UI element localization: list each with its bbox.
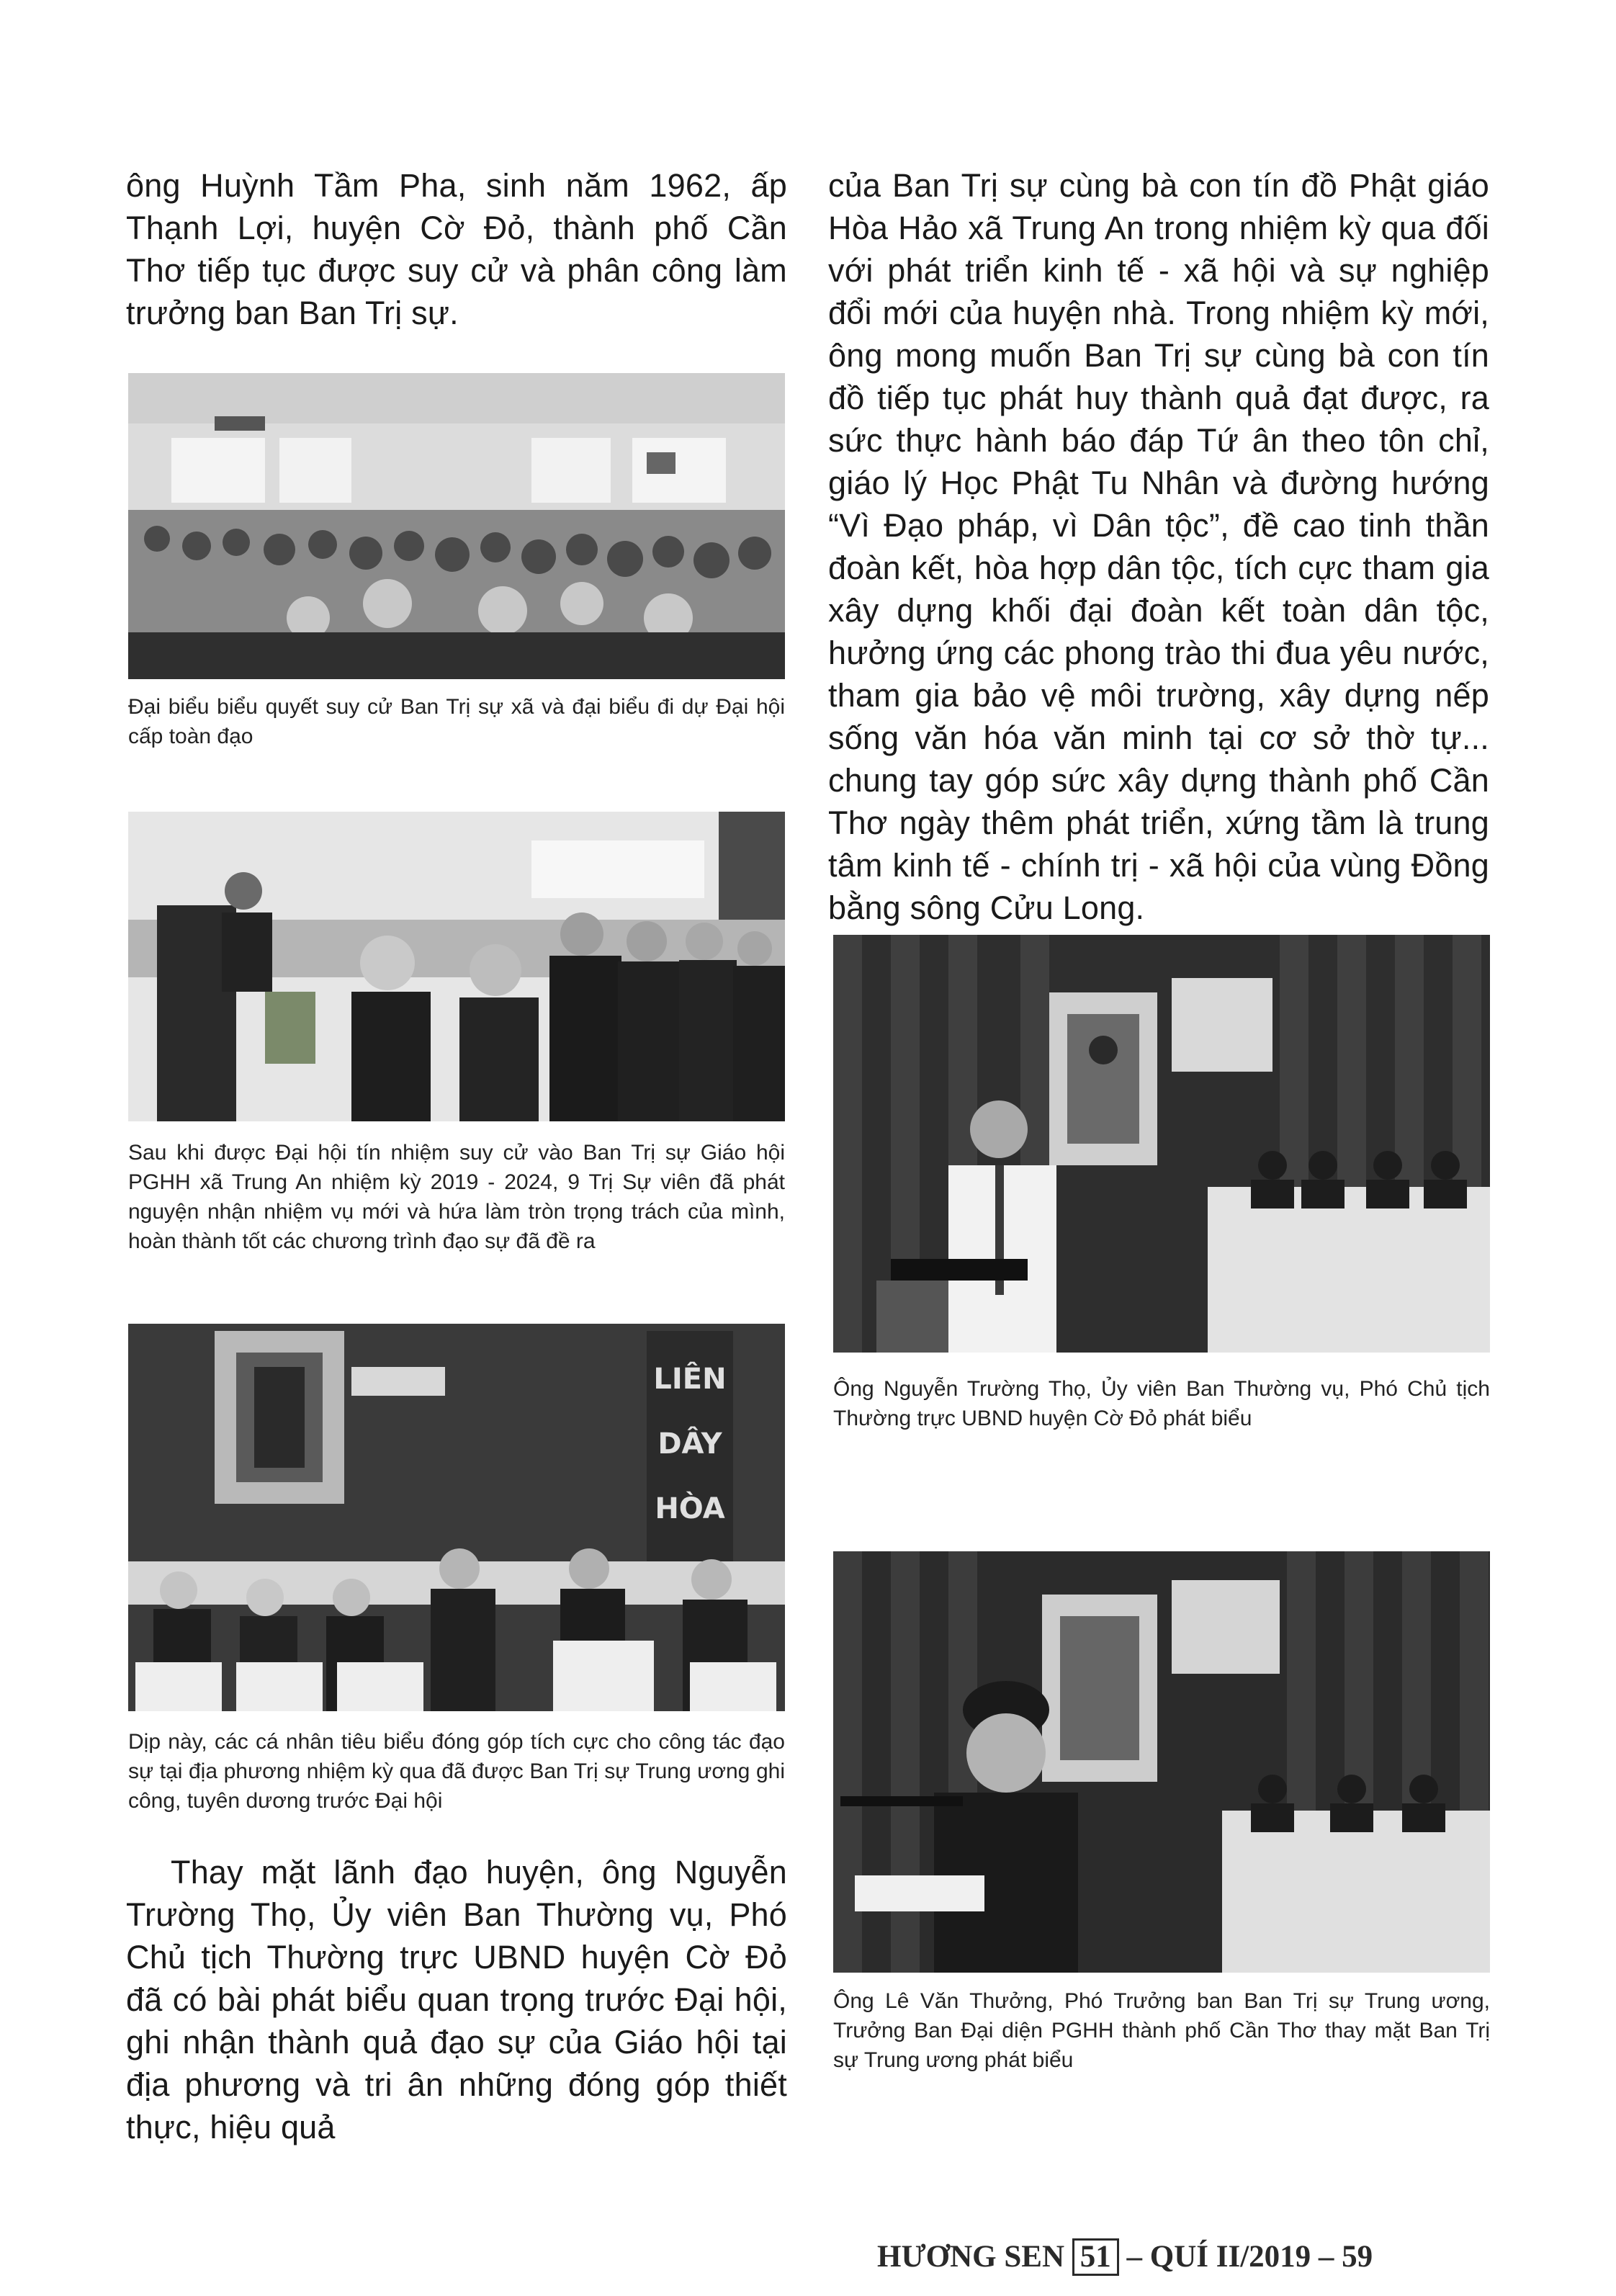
caption-photo1: Đại biểu biểu quyết suy cử Ban Trị sự xã và đại biểu đi dự Đại hội cấp toàn đạo <box>128 695 785 748</box>
paragraph-continued-text: của Ban Trị sự cùng bà con tín đồ Phật giáo Hòa Hảo xã Trung An trong nhiệm kỳ qua đối với phát triển kinh tế - xã hội và sự nghiệp đổi mới của huyện nhà. Trong nhiệm kỳ mới, ông mong muốn Ban Trị sự cùng bà con tín đồ tiếp tục phát huy thành quả đạt được, ra sức thực hành báo đáp Tứ ân theo tôn chỉ, giáo lý Học Phật Tu Nhân và đường hướng “Vì Đạo pháp, vì Dân tộc”, đề cao tinh thần đoàn kết, hòa hợp dân tộc, tích cực tham gia xây dựng khối đại đoàn kết toàn dân tộc, hưởng ứng các phong trào thi đua yêu nước, tham gia bảo vệ môi trường, xây dựng nếp sống văn hóa văn minh tại cơ sở thờ tự... chung tay góp sức xây dựng thành phố Cần Thơ ngày thêm phát triển, xứng tầm là trung tâm kinh tế - chính trị - xã hội của vùng Đồng bằng sông Cửu Long. <box>828 167 1489 926</box>
caption-photo4: Ông Nguyễn Trường Thọ, Ủy viên Ban Thường vụ, Phó Chủ tịch Thường trực UBND huyện Cờ Đỏ phát biểu <box>833 1377 1490 1430</box>
magazine-title: HƯƠNG SEN <box>877 2240 1065 2274</box>
photo-speaker-nguyen-truong-tho <box>833 935 1490 1353</box>
photo-speaker-le-van-thuong <box>833 1551 1490 1973</box>
photo-awards-ceremony <box>128 1324 785 1711</box>
issue-period: – QUÍ II/2019 – <box>1126 2240 1334 2274</box>
issue-number: 51 <box>1072 2238 1119 2276</box>
paragraph-intro-text: ông Huỳnh Tầm Pha, sinh năm 1962, ấp Thạnh Lợi, huyện Cờ Đỏ, thành phố Cần Thơ tiếp tục được suy cử và phân công làm trưởng ban Ban Trị sự. <box>126 167 787 331</box>
banner-word-2: DÂY <box>657 1427 722 1461</box>
paragraph-district-speech <box>126 1851 787 2148</box>
page-number: 59 <box>1342 2240 1373 2274</box>
page-footer <box>877 2238 1373 2276</box>
paragraph-intro <box>126 164 787 334</box>
caption-photo5: Ông Lê Văn Thưởng, Phó Trưởng ban Ban Trị sự Trung ương, Trưởng Ban Đại diện PGHH thành phố Cần Thơ thay mặt Ban Trị sự Trung ương phát biểu <box>833 1989 1490 2072</box>
photo-assembly-voting <box>128 373 785 679</box>
caption-photo3: Dịp này, các cá nhân tiêu biểu đóng góp tích cực cho công tác đạo sự tại địa phương nhiệm kỳ qua đã được Ban Trị sự Trung ương ghi công, tuyên dương trước Đại hội <box>128 1730 785 1813</box>
paragraph-district-speech-text: Thay mặt lãnh đạo huyện, ông Nguyễn Trường Thọ, Ủy viên Ban Thường vụ, Phó Chủ tịch Thường trực UBND huyện Cờ Đỏ đã có bài phát biểu quan trọng trước Đại hội, ghi nhận thành quả đạo sự của Giáo hội tại địa phương và tri ân những đóng góp thiết thực, hiệu quả <box>126 1854 787 2145</box>
paragraph-continued <box>828 164 1489 929</box>
banner-word-1: LIÊN <box>653 1363 727 1396</box>
banner-word-3: HÒA <box>655 1492 725 1525</box>
caption-photo2: Sau khi được Đại hội tín nhiệm suy cử vào Ban Trị sự Giáo hội PGHH xã Trung An nhiệm kỳ 2019 - 2024, 9 Trị Sự viên đã phát nguyện nhận nhiệm vụ mới và hứa làm tròn trọng trách của mình, hoàn thành tốt các chương trình đạo sự đã đề ra <box>128 1141 785 1253</box>
photo-council-members <box>128 812 785 1121</box>
